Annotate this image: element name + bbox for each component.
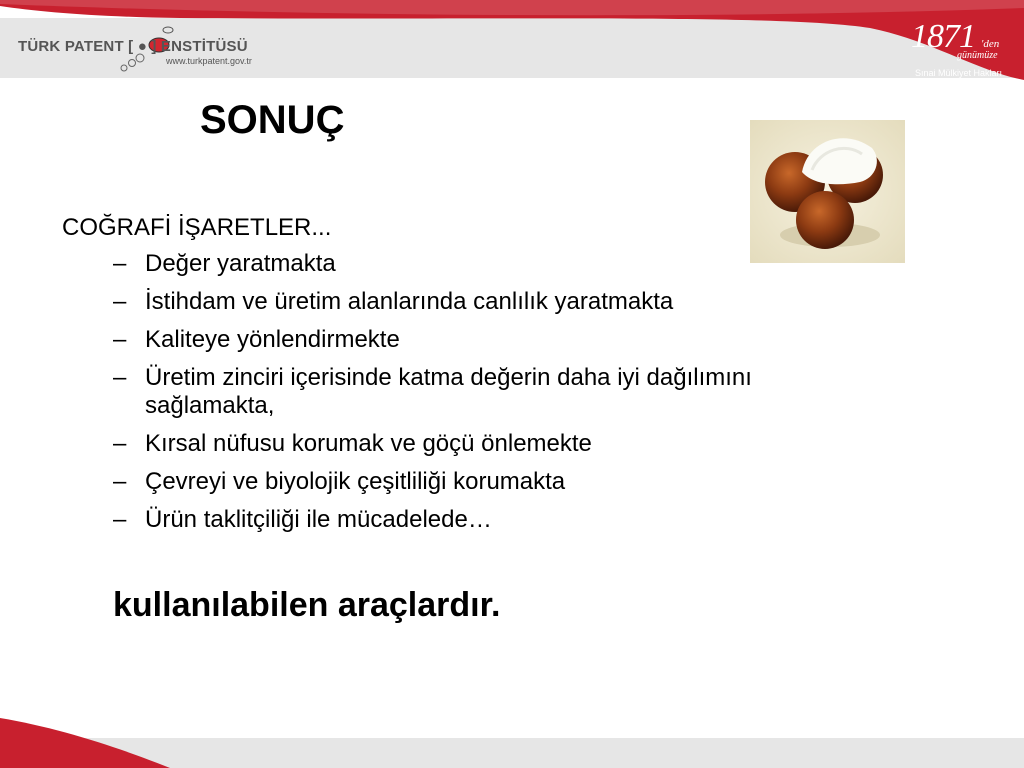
list-item [113,506,753,534]
list-item [113,430,753,458]
logo-year: 1871 [911,18,975,55]
list-item-text: Kırsal nüfusu korumak ve göçü önlemekte [145,430,592,457]
conclusion-text: kullanılabilen araçlardır. [113,586,501,624]
logo-url[interactable]: www.turkpatent.gov.tr [166,56,252,66]
footer-band [0,718,1024,768]
list-item-text: Üretim zinciri içerisinde katma değerin daha iyi dağılımını sağlamakta, [145,364,752,419]
list-item [113,326,753,354]
dash-marker: – [113,430,127,457]
dash-marker: – [113,506,127,533]
anniversary-logo [905,18,1015,84]
list-item [113,288,753,316]
logo-suffix: 'den [981,38,1000,50]
list-item-text: Kaliteye yönlendirmekte [145,326,400,353]
list-item-text: Ürün taklitçiliği ile mücadelede… [145,506,492,533]
logo-tagline: günümüze [957,50,998,61]
dash-marker: – [113,364,127,391]
dessert-photo [750,120,905,263]
logo-name: TÜRK PATENT [ ● ] ENSTİTÜSÜ [18,38,248,55]
turk-patent-logo[interactable] [18,20,268,80]
dash-marker: – [113,468,127,495]
list-item-text: Çevreyi ve biyolojik çeşitliliği korumakta [145,468,566,495]
dessert-photo-icon [750,120,905,263]
list-item [113,250,753,278]
bullet-list [113,250,753,544]
list-item [113,468,753,496]
list-item-text: Değer yaratmakta [145,250,336,277]
list-item-text: İstihdam ve üretim alanlarında canlılık yaratmakta [145,288,674,315]
logo-subtitle: Sınai Mülkiyet Hakları [915,68,1003,78]
list-item [113,364,753,420]
slide-title: SONUÇ [200,98,345,142]
dash-marker: – [113,326,127,353]
dash-marker: – [113,288,127,315]
dash-marker: – [113,250,127,277]
intro-heading: COĞRAFİ İŞARETLER... [62,214,332,241]
